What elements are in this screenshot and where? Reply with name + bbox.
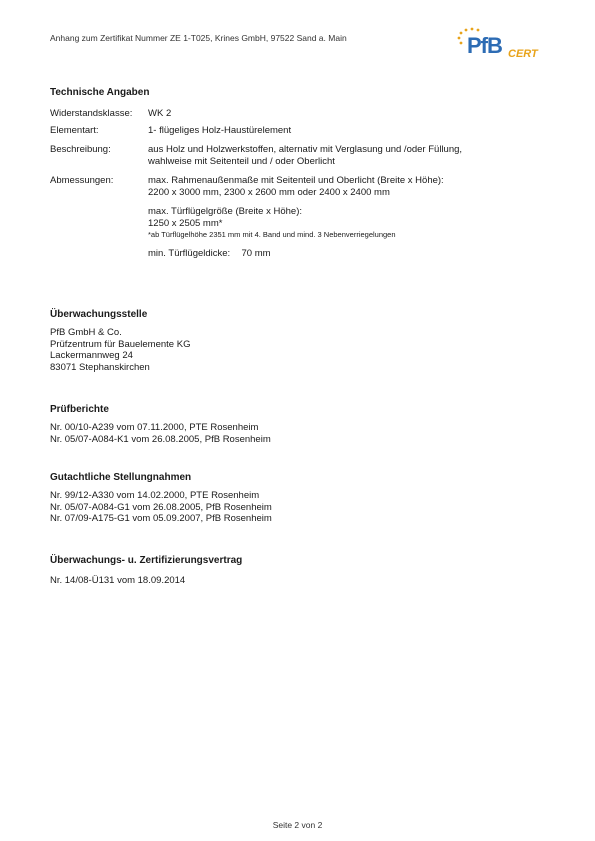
vertrag-block	[50, 575, 185, 587]
logo-wordmark: PfB	[467, 33, 502, 58]
logo-cert: CERT	[508, 48, 538, 60]
tuerfluegel-line-2: 1250 x 2505 mm*	[148, 217, 223, 229]
address-line: Prüfzentrum für Bauelemente KG	[50, 338, 191, 350]
report-line: Nr. 05/07-A084-K1 vom 26.08.2005, PfB Rosenheim	[50, 433, 271, 445]
statement-line: Nr. 99/12-A330 vom 14.02.2000, PTE Rosenheim	[50, 490, 260, 501]
abmessungen-line-1: max. Rahmenaußenmaße mit Seitenteil und Oberlicht (Breite x Höhe):	[148, 175, 444, 186]
beschreibung-value	[148, 144, 538, 167]
section-title-technische-angaben: Technische Angaben	[50, 87, 150, 98]
address-line: 83071 Stephanskirchen	[50, 361, 150, 373]
beschreibung-label: Beschreibung:	[50, 144, 111, 155]
page-number: Seite 2 von 2	[272, 820, 323, 830]
elementart-value: 1- flügeliges Holz-Haustürelement	[148, 125, 292, 136]
ueberwachungsstelle-block	[50, 327, 190, 373]
abmessungen-line-2: 2200 x 3000 mm, 2300 x 2600 mm oder 2400 x 2400 mm	[148, 186, 390, 198]
dicke-line	[148, 248, 538, 260]
statement-line: Nr. 07/09-A175-G1 vom 05.09.2007, PfB Rosenheim	[50, 513, 272, 524]
statement-line: Nr. 05/07-A084-G1 vom 26.08.2005, PfB Rosenheim	[50, 501, 272, 513]
contract-line: Nr. 14/08-Ü131 vom 18.09.2014	[50, 575, 186, 586]
pruefberichte-block	[50, 422, 271, 445]
tuerfluegel-line-1: max. Türflügelgröße (Breite x Höhe):	[148, 206, 302, 217]
dicke-value: 70 mm	[241, 247, 271, 259]
document-header: Anhang zum Zertifikat Nummer ZE 1-T025, Krines GmbH, 97522 Sand a. Main	[50, 33, 347, 43]
pfb-cert-logo	[455, 27, 555, 67]
section-title-pruefberichte: Prüfberichte	[50, 404, 109, 415]
address-line: Lackermannweg 24	[50, 350, 133, 361]
beschreibung-line-2: wahlweise mit Seitenteil und / oder Oberlicht	[148, 155, 335, 167]
gutachtliche-block	[50, 490, 272, 525]
report-line: Nr. 00/10-A239 vom 07.11.2000, PTE Rosenheim	[50, 422, 259, 433]
widerstandsklasse-label: Widerstandsklasse:	[50, 108, 133, 119]
footnote: *ab Türflügelhöhe 2351 mm mit 4. Band und mind. 3 Nebenverriegelungen	[148, 230, 396, 239]
elementart-label: Elementart:	[50, 125, 99, 136]
abmessungen-value	[148, 175, 538, 259]
abmessungen-label: Abmessungen:	[50, 175, 114, 186]
section-title-ueberwachungsstelle: Überwachungsstelle	[50, 309, 148, 320]
dicke-label: min. Türflügeldicke:	[148, 247, 231, 259]
widerstandsklasse-value: WK 2	[148, 108, 172, 119]
section-title-gutachtliche: Gutachtliche Stellungnahmen	[50, 472, 192, 483]
beschreibung-line-1: aus Holz und Holzwerkstoffen, alternativ mit Verglasung und /oder Füllung,	[148, 144, 463, 155]
address-line: PfB GmbH & Co.	[50, 327, 122, 338]
section-title-vertrag: Überwachungs- u. Zertifizierungsvertrag	[50, 555, 243, 566]
